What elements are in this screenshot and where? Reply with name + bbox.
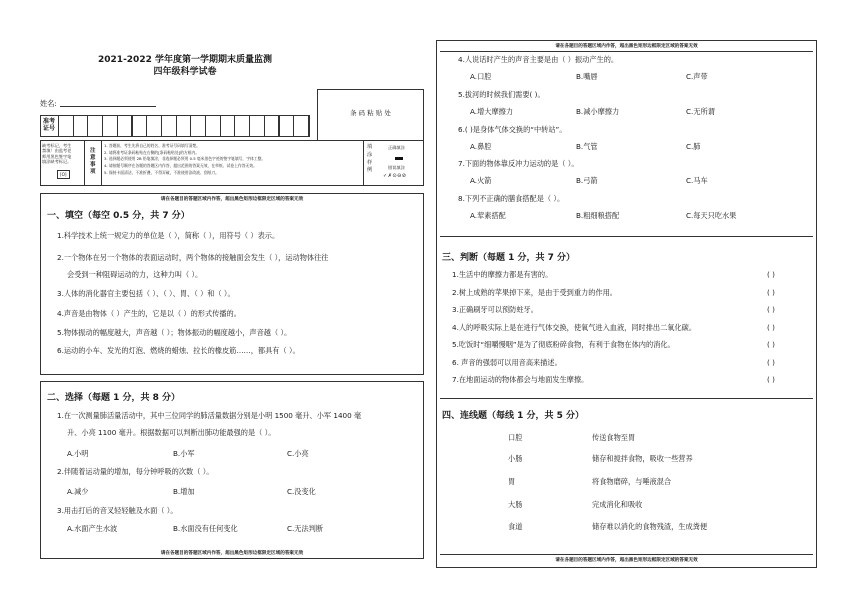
s2-q1-line1: 1.在一次测量肺活量活动中，其中三位同学的肺活量数据分别是小明 1500 毫升、小军 1400 毫 [57, 411, 362, 420]
section1-heading: 一、填空（每空 0.5 分，共 7 分） [47, 211, 190, 221]
match-right-item[interactable]: 将食物磨碎，与唾液混合 [592, 477, 672, 486]
s1-q3[interactable]: 3.人体的消化器官主要包括（ ）、（ ）、胃、（ ）和（ ）。 [57, 289, 235, 298]
exam-id-cell[interactable] [146, 115, 162, 137]
s2-q1-option-b[interactable]: B.小军 [173, 449, 195, 458]
section2-box [40, 381, 424, 559]
exam-id-cell[interactable] [249, 115, 265, 137]
s2-q4-option-c[interactable]: C.声带 [686, 72, 708, 81]
s2-q1-line2: 升、小亮 1100 毫升。根据数据可以判断出肺功能最强的是（ ）。 [67, 428, 276, 437]
s1-q1[interactable]: 1.科学技术上统一规定力的单位是（ ），简称（ ），用符号（ ）表示。 [57, 231, 280, 240]
s2-q6-option-c[interactable]: C.肺 [686, 142, 701, 151]
s2-q4-option-b[interactable]: B.嘴唇 [576, 72, 598, 81]
match-right-item[interactable]: 完成消化和吸收 [592, 500, 643, 509]
s2-q3: 3.用击打后的音叉轻轻触及水面（ ）。 [57, 506, 178, 515]
exam-title: 2021-2022 学年度第一学期期末质量监测 [98, 55, 272, 65]
exam-id-cell[interactable] [190, 115, 206, 137]
s2-q7-option-c[interactable]: C.马车 [686, 176, 708, 185]
s2-q5: 5.拔河的时候我们需要( )。 [458, 90, 545, 99]
s2-q1-option-a[interactable]: A.小明 [67, 449, 89, 458]
exam-id-cell[interactable] [58, 115, 74, 137]
s1-q4[interactable]: 4.声音是由物体（ ）产生的，它是以（ ）的形式传播的。 [57, 309, 241, 318]
judge-item: 4.人的呼吸实际上是在进行气体交换，使氧气进入血液，同时排出二氧化碳。 [452, 322, 697, 332]
s2-q2-option-c[interactable]: C.没变化 [287, 487, 316, 496]
s2-q6-option-a[interactable]: A.鼻腔 [470, 142, 492, 151]
s2-q1-option-c[interactable]: C.小亮 [287, 449, 309, 458]
s2-q7-option-a[interactable]: A.火箭 [470, 176, 492, 185]
s2-q2-option-b[interactable]: B.增加 [173, 487, 195, 496]
s2-q4-option-a[interactable]: A.口腔 [470, 72, 492, 81]
judge-item: 2.树上成熟的苹果掉下来，是由于受到重力的作用。 [452, 287, 617, 297]
warning-text-top-right: 请在各题目的答题区域内作答，超出黑色矩形边框限定区域的答案无效 [555, 44, 698, 49]
exam-id-cell[interactable] [117, 115, 133, 137]
s2-q5-option-a[interactable]: A.增大摩擦力 [470, 107, 514, 116]
s1-q2-line2[interactable]: 会受到一种阻碍运动的力，这种力叫（ ）。 [67, 270, 203, 279]
missing-exam-mark[interactable]: [O] [57, 170, 70, 179]
s2-q2-option-a[interactable]: A.减少 [67, 487, 89, 496]
s2-q8: 8.下列不正确的膳食搭配是（ ）。 [458, 194, 565, 203]
s2-q6: 6.( )是身体气体交换的“中转站”。 [458, 125, 567, 134]
barcode-label: 条 码 粘 贴 处 [350, 109, 391, 117]
exam-id-cell[interactable] [279, 115, 295, 137]
s2-q3-option-a[interactable]: A.水面产生水波 [67, 524, 118, 533]
judge-answer-bracket[interactable]: ( ) [767, 357, 775, 367]
s2-q2: 2.伴随着运动量的增加，每分钟呼吸的次数（ ）。 [57, 467, 214, 476]
judge-answer-bracket[interactable]: ( ) [767, 340, 775, 349]
exam-id-cell[interactable] [264, 115, 280, 137]
s2-q3-option-c[interactable]: C.无法判断 [287, 524, 324, 533]
fill-wrong-label: 错误填涂 [388, 165, 405, 170]
barcode-area [317, 89, 424, 141]
judge-answer-bracket[interactable]: ( ) [767, 305, 775, 314]
name-input-line[interactable] [60, 106, 156, 107]
judge-item: 5.吃饭时“细嚼慢咽”是为了彻底粉碎食物，有利于食物在体内的消化。 [452, 340, 675, 349]
judge-item: 7.在地面运动的物体都会与地面发生摩擦。 [452, 375, 589, 384]
s2-q8-option-c[interactable]: C.每天只吃水果 [686, 211, 737, 220]
exam-id-cell[interactable] [293, 115, 309, 137]
exam-id-cell[interactable] [87, 115, 103, 137]
section1-box [40, 193, 424, 375]
fill-correct-sample [395, 157, 403, 160]
warning-text: 请在各题目的答题区域内作答，超出黑色矩形边框限定区域的答案无效 [160, 197, 304, 202]
warning-text-bottom-left: 请在各题目的答题区域内作答，超出黑色矩形边框限定区域的答案无效 [160, 551, 304, 556]
notes-label: 注意事项 [90, 148, 96, 176]
s2-q4: 4.人说话时产生的声音主要是由（ ）振动产生的。 [458, 55, 619, 64]
exam-subtitle: 四年级科学试卷 [153, 67, 217, 77]
name-label: 姓名: [40, 99, 57, 108]
fill-sample-label: 填涂样例 [367, 144, 373, 174]
exam-id-cell[interactable] [205, 115, 221, 137]
s2-q5-option-c[interactable]: C.无所谓 [686, 107, 715, 116]
judge-answer-bracket[interactable]: ( ) [767, 375, 775, 384]
s2-q5-option-b[interactable]: B.减小摩擦力 [576, 107, 620, 116]
judge-answer-bracket[interactable]: ( ) [767, 270, 775, 279]
exam-id-cell[interactable] [234, 115, 250, 137]
match-left-item[interactable]: 小肠 [508, 454, 523, 463]
exam-id-cell[interactable] [73, 115, 89, 137]
section2-heading: 二、选择（每题 1 分，共 8 分） [47, 393, 181, 403]
match-left-item[interactable]: 口腔 [508, 433, 523, 442]
fill-wrong-sample: ✓✗⊙⊖⊘ [383, 173, 407, 179]
s1-q6[interactable]: 6.运动的小车、发光的灯泡、燃烧的蜡烛、拉长的橡皮筋……，都具有（ ）。 [57, 346, 300, 355]
s2-q8-option-b[interactable]: B.粗细粮搭配 [576, 211, 620, 220]
s1-q5[interactable]: 5.物体振动的幅度越大，声音越（ ）；物体振动的幅度越小，声音越（ ）。 [57, 328, 292, 337]
exam-id-label: 准考证号 [43, 118, 56, 132]
missing-exam-note: 缺考标记，考生 禁填！由监考老 师用黑色签字笔 填涂缺考标记。 [42, 143, 72, 164]
match-left-item[interactable]: 食道 [508, 522, 523, 531]
s2-q7-option-b[interactable]: B.弓箭 [576, 176, 598, 185]
exam-id-cell[interactable] [132, 115, 148, 137]
judge-item: 1.生活中的摩擦力都是有害的。 [452, 270, 553, 279]
judge-item: 3.正确刷牙可以预防蛀牙。 [452, 305, 538, 314]
match-right-item[interactable]: 储存难以消化的食物残渣，生成粪便 [592, 522, 708, 531]
match-left-item[interactable]: 胃 [508, 477, 516, 486]
warning-text-bottom-right: 请在各题目的答题区域内作答，超出黑色矩形边框限定区域的答案无效 [555, 558, 698, 563]
exam-id-cell[interactable] [161, 115, 177, 137]
section4-heading: 四、连线题（每线 1 分，共 5 分） [442, 411, 585, 421]
s2-q7: 7.下面的物体靠反冲力运动的是（ ）。 [458, 159, 579, 168]
s2-q6-option-b[interactable]: B.气管 [576, 142, 598, 151]
judge-item: 6. 声音的强弱可以用音高来描述。 [452, 357, 562, 367]
match-right-item[interactable]: 储存和搅拌食物，吸收一些营养 [592, 454, 693, 463]
notes-list: 1. 答题前，考生先将自己的姓名、准考证号码填写清楚。 2. 请将准考证条码粘贴在右侧的[条码粘贴处]的方框内。 3. 选择题必须使用 2B 铅笔填涂，非选择题必须用 0.5 毫米黑色字迹的签字笔填写，字体工整。 4. 请按题号顺序在各题的答题区内作答，超出范围的答案无效，在草纸、试卷上作答无效。 5. 保持卡面清洁，不准折叠，不得弄破，不准使用涂改液、刮纸刀。 [104, 143, 266, 175]
section3-heading: 三、判断（每题 1 分，共 7 分） [442, 253, 576, 263]
judge-answer-bracket[interactable]: ( ) [767, 322, 775, 332]
match-right-item[interactable]: 传送食物至胃 [592, 433, 636, 442]
exam-id-cell[interactable] [220, 115, 236, 137]
exam-id-cell[interactable] [102, 115, 118, 137]
s1-q2-line1[interactable]: 2.一个物体在另一个物体的表面运动时，两个物体的接触面会发生（ ），运动物体往往 [57, 253, 329, 262]
fill-correct-label: 正确填涂 [388, 145, 405, 150]
exam-id-cell[interactable] [176, 115, 192, 137]
match-left-item[interactable]: 大肠 [508, 500, 523, 509]
s2-q8-option-a[interactable]: A.荤素搭配 [470, 211, 506, 220]
right-page-frame [436, 40, 817, 568]
judge-answer-bracket[interactable]: ( ) [767, 287, 775, 297]
s2-q3-option-b[interactable]: B.水面没有任何变化 [173, 524, 238, 533]
